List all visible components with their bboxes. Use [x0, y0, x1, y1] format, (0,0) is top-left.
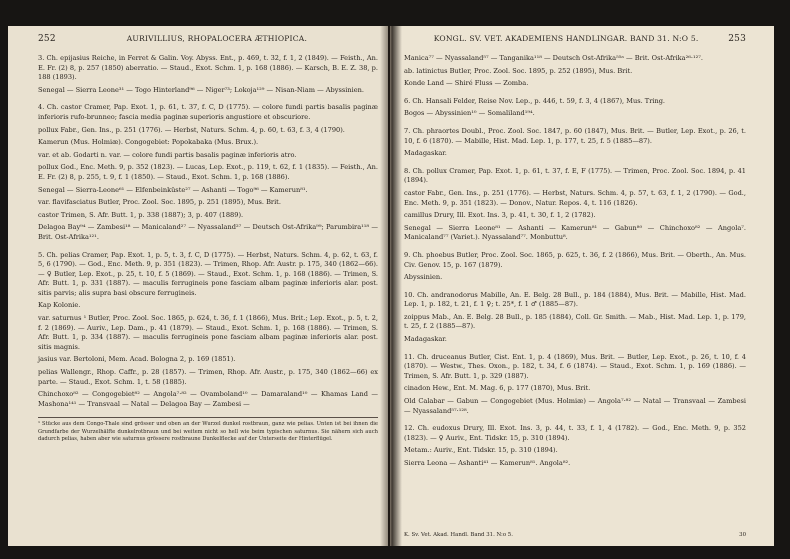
- book-gutter: [380, 26, 402, 546]
- entry-line: camillus Drury, Ill. Exot. Ins. 3, p. 41, t. 30, f. 1, 2 (1782).: [404, 211, 596, 220]
- species-entry: [38, 251, 378, 410]
- entry-line: Delagoa Bay⁹⁴ — Zambesi¹⁸ — Manicaland²⁷ — Nyassaland²⁷ — Deutsch Ost-Afrika⁹⁹; Parumbira¹¹⁸ — Brit. Ost-Afrika¹²¹.: [38, 223, 378, 241]
- left-footnote: ¹ Stücke aus dem Congo-Thale sind grösser und oben an der Wurzel dunkel rostbraun, ganz wie pelias. Unten ist bei ihnen die Grundfarbe der Wurzelhälfte dunkelrotbraun und bei weitem nicht so hell wie beim typischen saturnus. Sie nähern sich auch dadurch pelias, haben aber wie saturnus grössere rostbraune Dunkelflecke auf der Unterseite der Hinterflügel.: [38, 417, 378, 443]
- entry-heading-text: 9. Ch. phoebus Butler, Proc. Zool. Soc. 1865, p. 625, t. 36, f. 2 (1866), Mus. Brit. — Oberth., An. Mus. Civ. Genov. 15, p. 167 (1879).: [404, 250, 746, 269]
- entry-line: zoippus Mab., An. E. Belg. 28 Bull., p. 185 (1884), Coll. Gr. Smith. — Mab., Hist. Mad. Lep. 1, p. 179, t. 25, f. 2 (1885—87).: [404, 312, 746, 331]
- entry-heading-text: 4. Ch. castor Cramer, Pap. Exot. 1, p. 61, t. 37, f. C, D (1775). — colore fundi partis basalis paginæ inferioris rufo-brunneo; fascia media paginæ superioris angustiore et obscuriore.: [38, 103, 378, 121]
- entry-line: pollux Fabr., Gen. Ins., p. 251 (1776). — Herbst, Naturs. Schm. 4, p. 60, t. 63, f. 3, 4 (1790).: [38, 125, 345, 134]
- right-footer-signature: 30: [739, 532, 746, 538]
- right-running-title: KONGL. SV. VET. AKADEMIENS HANDLINGAR. BAND 31. N:O 5.: [433, 34, 699, 43]
- right-page-number: 253: [728, 34, 746, 44]
- right-running-head: [404, 34, 746, 44]
- entry-line: Metam.: Auriv., Ent. Tidskr. 15, p. 310 (1894).: [404, 446, 558, 455]
- entry-line: Bogos — Abyssinien¹⁰ — Somaliland¹⁹⁴.: [404, 109, 535, 118]
- species-entry: [38, 103, 378, 242]
- entry-heading-text: 3. Ch. epijasius Reiche, in Ferret & Galin. Voy. Abyss. Ent., p. 469, t. 32, f. 1, 2 (1849). — Feisth., An. E. Fr. (2) 8, p. 257 (1850) aberratio. — Staud., Exot. Schm. 1, p. 168 (1886). — Karsch, B. E. Z. 38, p. 188 (1893).: [38, 54, 378, 82]
- left-entries: [38, 54, 378, 409]
- species-entry: [404, 167, 746, 243]
- entry-line: Madagaskar.: [404, 149, 447, 158]
- entry-line: cinadon Hew., Ent. M. Mag. 6, p. 177 (1870), Mus. Brit.: [404, 384, 591, 393]
- species-entry: [404, 97, 746, 119]
- species-entry: [404, 353, 746, 417]
- entry-line: Kamerun (Mus. Holmiæ). Congogebiet: Popokabaka (Mus. Brux.).: [38, 138, 259, 147]
- entry-line: Chinchoxo⁸² — Congogebiet⁸² — Angola⁷·⁸² — Ovamboland¹⁰ — Damaraland¹⁰ — Khamas Land — Mashona¹⁴¹ — Transvaal — Natal — Delagoa Bay — Zambesi —: [38, 390, 378, 408]
- entry-line: Senegal — Sierra Leone³¹ — Togo Hinterland⁹⁶ — Niger⁷³; Lokoja¹²⁹ — Nisan-Niam — Abyssinien.: [38, 85, 364, 94]
- entry-heading-text: 6. Ch. Hansali Felder, Reise Nov. Lep., p. 446, t. 59, f. 3, 4 (1867), Mus. Tring.: [404, 96, 666, 105]
- entry-line: var. saturnus ¹ Butler, Proc. Zool. Soc. 1865, p. 624, t. 36, f. 1 (1866), Mus. Brit.; Lep. Exot., p. 5, t. 2, f. 2 (1869). — Auriv., Lep. Dam., p. 41 (1879). — Staud., Exot. Schm. 1, p. 168 (1886). — Trimen, S. Afr. Butt. 1, p. 334 (1887). — maculis ferrugineis pone fasciam albam paginæ inferioris alar. post. sitis magnis.: [38, 314, 378, 351]
- species-entry: [38, 54, 378, 95]
- entry-heading-text: Manica⁷⁷ — Nyassaland⁵⁷ — Tanganika¹¹⁸ — Deutsch Ost-Afrika⁵⁵ᵃ — Brit. Ost-Afrika²⁶·¹²⁷.: [404, 54, 704, 62]
- entry-line: Kap Kolonie.: [38, 301, 81, 310]
- entry-line: pollux God., Enc. Meth. 9, p. 352 (1823). — Lucas, Lep. Exot., p. 119, t. 62, f. 1 (1835). — Feisth., An. E. Fr. (2) 8, p. 255, t. 9, f. 1 (1850). — Staud., Exot. Schm. 1, p. 168 (1886).: [38, 163, 378, 181]
- entry-line: Senegal — Sierra Leone⁸¹ — Ashanti — Kamerun⁸¹ — Gabun⁸⁰ — Chinchoxo⁸² — Angola⁷. Manicaland⁷⁷ (Variet.). Nyassaland⁷⁷. Monbuttu⁸.: [404, 223, 746, 242]
- right-footer-journal: K. Sv. Vet. Akad. Handl. Band 31. N:o 5.: [404, 532, 513, 538]
- entry-line: castor Fabr., Gen. Ins., p. 251 (1776). — Herbst, Naturs. Schm. 4, p. 57, t. 63, f. 1, 2 (1790). — God., Enc. Meth. 9, p. 351 (1823). — Donov., Natur. Repos. 4, t. 116 (1826).: [404, 188, 746, 207]
- entry-line: var. flavifasciatus Butler, Proc. Zool. Soc. 1895, p. 251 (1895), Mus. Brit.: [38, 198, 281, 207]
- right-page: [390, 26, 774, 546]
- species-entry: [404, 291, 746, 345]
- entry-line: ab. latinictus Butler, Proc. Zool. Soc. 1895, p. 252 (1895), Mus. Brit.: [404, 66, 633, 75]
- entry-line: var. et ab. Godarti n. var. — colore fundi partis basalis paginæ inferioris atro.: [38, 150, 297, 159]
- left-running-title: AURIVILLIUS, RHOPALOCERA ÆTHIOPICA.: [126, 34, 308, 43]
- entry-line: castor Trimen, S. Afr. Butt. 1, p. 338 (1887); 3, p. 407 (1889).: [38, 210, 244, 219]
- entry-line: pelias Wallengr., Rhop. Caffr., p. 28 (1857). — Trimen, Rhop. Afr. Austr., p. 175, 340 (1862—66) ex parte. — Staud., Exot. Schm. 1, t. 58 (1885).: [38, 368, 378, 386]
- entry-heading-text: 5. Ch. pelias Cramer, Pap. Exot. 1, p. 5, t. 3, f. C, D (1775). — Herbst, Naturs. Schm. 4, p. 62, t. 63, f. 5, 6 (1790). — God., Enc. Meth. 9, p. 351 (1823). — Trimen, Rhop. Afr. Austr. p. 175, 340 (1862—66). — ♀ Butler, Lep. Exot., p. 25, t. 10, f. 5 (1869). — Staud., Exot. Schm. 1, p. 168 (1886). — Trimen, S. Afr. Butt. 1, p. 331 (1887). — maculis ferrugineis pone fasciam albam paginæ inferioris alar. post. sitis parvis; alis supra basi obscure ferrugineis.: [38, 250, 378, 297]
- entry-heading-text: 7. Ch. phraortes Doubl., Proc. Zool. Soc. 1847, p. 60 (1847), Mus. Brit. — Butler, Lep. Exot., p. 26, t. 10, f. 6 (1870). — Mabille, Hist. Mad. Lep. 1, p. 177, t. 25, f. 5 (1885—87).: [404, 126, 746, 145]
- entry-line: Madagaskar.: [404, 335, 447, 344]
- species-entry: [404, 424, 746, 468]
- entry-heading-text: 8. Ch. pollux Cramer, Pap. Exot. 1, p. 61, t. 37, f. E, F (1775). — Trimen, Proc. Zool. Soc. 1894, p. 41 (1894).: [404, 166, 746, 185]
- entry-heading-text: 12. Ch. eudoxus Drury, Ill. Exot. Ins. 3, p. 44, t. 33, f. 1, 4 (1782). — God., Enc. Meth. 9, p. 352 (1823). — ♀ Auriv., Ent. Tidskr. 15, p. 310 (1894).: [404, 424, 746, 442]
- entry-heading-text: 10. Ch. andranodorus Mabille, An. E. Belg. 28 Bull., p. 184 (1884), Mus. Brit. — Mabille, Hist. Mad. Lep. 1, p. 182, t. 21, f. 1 ♀; t. 25*, f. 1 ♂ (1885—87).: [404, 290, 746, 309]
- entry-line: jasius var. Bertoloni, Mem. Acad. Bologna 2, p. 169 (1851).: [38, 355, 236, 364]
- entry-heading-text: 11. Ch. druceanus Butler, Cist. Ent. 1, p. 4 (1869), Mus. Brit. — Butler, Lep. Exot., p. 26, t. 10, f. 4 (1870). — Westw., Thes. Oxon., p. 182, t. 34, f. 6 (1874). — Staud., Exot. Schm. 1, p. 169 (1886). — Trimen, S. Afr. Butt. 1, p. 329 (1887).: [404, 352, 746, 380]
- species-entry: [404, 251, 746, 283]
- entry-line: Sierra Leona — Ashanti⁴¹ — Kamerun⁸¹. Angola⁸².: [404, 459, 571, 467]
- entry-line: Abyssinien.: [404, 273, 443, 282]
- left-page: [8, 26, 388, 546]
- left-running-head: [38, 34, 378, 44]
- entry-line: Old Calabar — Gabun — Congogebiet (Mus. Holmiæ) — Angola⁷·⁸² — Natal — Transvaal — Zambesi — Nyassaland⁵⁷·¹²⁸.: [404, 397, 746, 415]
- right-entries: [404, 54, 746, 469]
- right-footer: [404, 532, 746, 538]
- species-entry: [404, 54, 746, 89]
- species-entry: [404, 127, 746, 159]
- left-page-number: 252: [38, 34, 56, 44]
- entry-line: Konde Land — Shiré Fluss — Zomba.: [404, 79, 529, 88]
- entry-line: Senegal — Sierra-Leone⁶¹ — Elfenbeinküste²⁷ — Ashanti — Togo⁹⁶ — Kamerun⁸¹.: [38, 185, 308, 194]
